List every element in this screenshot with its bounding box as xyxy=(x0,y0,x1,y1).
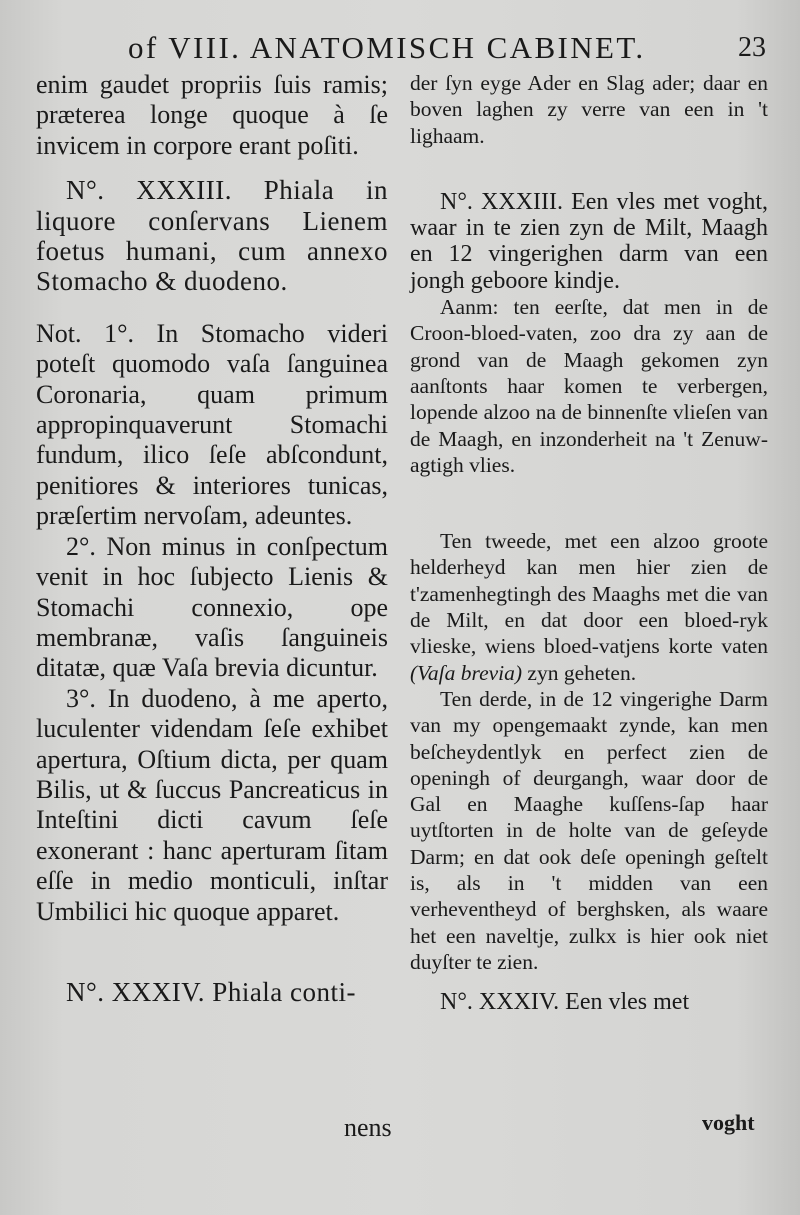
dutch-entry-heading-xxxiii: N°. XXXIII. Een vles met voght, waar in te zien zyn de Milt, Maagh en 12 vingerighen darm van een jongh geboore kindje. xyxy=(410,188,768,294)
latin-note-1: Not. 1°. In Stomacho videri poteſt quomodo vaſa ſanguinea Coronaria, quam primum appropinquaverunt Stomachi fundum, ilico ſeſe abſcondunt, penitiores & interiores tunicas, præſertim nervoſam, adeuntes. xyxy=(36,318,388,531)
dutch-entry-heading-xxxiv: N°. XXXIV. Een vles met xyxy=(440,989,690,1016)
dutch-column xyxy=(410,70,768,1016)
latin-entry-heading-xxxiv: N°. XXXIV. Phiala conti- xyxy=(66,976,357,1007)
latin-column xyxy=(36,70,388,1007)
page-header xyxy=(0,30,800,70)
latin-note-2: 2°. Non minus in conſpectum venit in hoc ſubjecto Lienis & Stomachi connexio, ope membranæ, vaſis ſanguineis ditatæ, quæ Vaſa brevia dicuntur. xyxy=(36,531,388,683)
dutch-note-1: Aanm: ten eerſte, dat men in de Croon-bloed-vaten, zoo dra zy aan de grond van de Maagh gekomen zyn aanſtonts haar komen te verbergen, lopende alzoo na de binnenſte vlieſen van de Maagh, en inzonderheit na 't Zenuw-agtigh vlies. xyxy=(410,295,768,477)
latin-entry-heading-xxxiii: N°. XXXIII. Phiala in liquore conſervans Lienem foetus humani, cum annexo Stomacho & duodeno. xyxy=(36,175,388,297)
latin-catchword: nens xyxy=(344,1113,392,1142)
dutch-catchword: voght xyxy=(702,1110,755,1135)
dutch-note-2-text: Ten tweede, met een alzoo groote helderheyd kan men hier zien de t'zamenhegtingh des Maaghs met die van de Milt, en dat door een bloed-ryk vlieske, wiens bloed-vatjens korte vaten xyxy=(410,529,768,659)
dutch-paragraph-continued: der ſyn eyge Ader en Slag ader; daar en boven laghen zy verre van een in 't lighaam. xyxy=(410,71,768,148)
dutch-note-2-latin-term: (Vaſa brevia) xyxy=(410,660,523,685)
latin-paragraph-continued: enim gaudet propriis ſuis ramis; præterea longe quoque à ſe invicem in corpore erant poſiti. xyxy=(36,70,388,160)
dutch-note-2-text-end: zyn geheten. xyxy=(522,660,637,685)
dutch-note-2 xyxy=(410,528,768,686)
latin-note-3: 3°. In duodeno, à me aperto, luculenter videndam ſeſe exhibet apertura, Oſtium dicta, per quam Bilis, ut & ſuccus Pancreaticus in Inteſtini dicti cavum ſeſe exonerant : hanc aperturam ſitam eſſe in medio monticuli, inſtar Umbilici hic quoque apparet. xyxy=(36,683,388,926)
running-head: of VIII. ANATOMISCH CABINET. xyxy=(128,30,646,65)
page-number: 23 xyxy=(738,32,766,63)
dutch-note-3: Ten derde, in de 12 vingerighe Darm van my opengemaakt zynde, kan men beſcheydentlyk en perfect zien de openingh of deurgangh, waar door de Gal en Maaghe kuſſens-ſap haar uytſtorten in de holte van de geſeyde Darm; en dat ook deſe openingh geſtelt is, als in 't midden van een verheventheyd of berghsken, als waare het een naveltje, zulkx is hier ook niet duyſter te zien. xyxy=(410,686,768,974)
